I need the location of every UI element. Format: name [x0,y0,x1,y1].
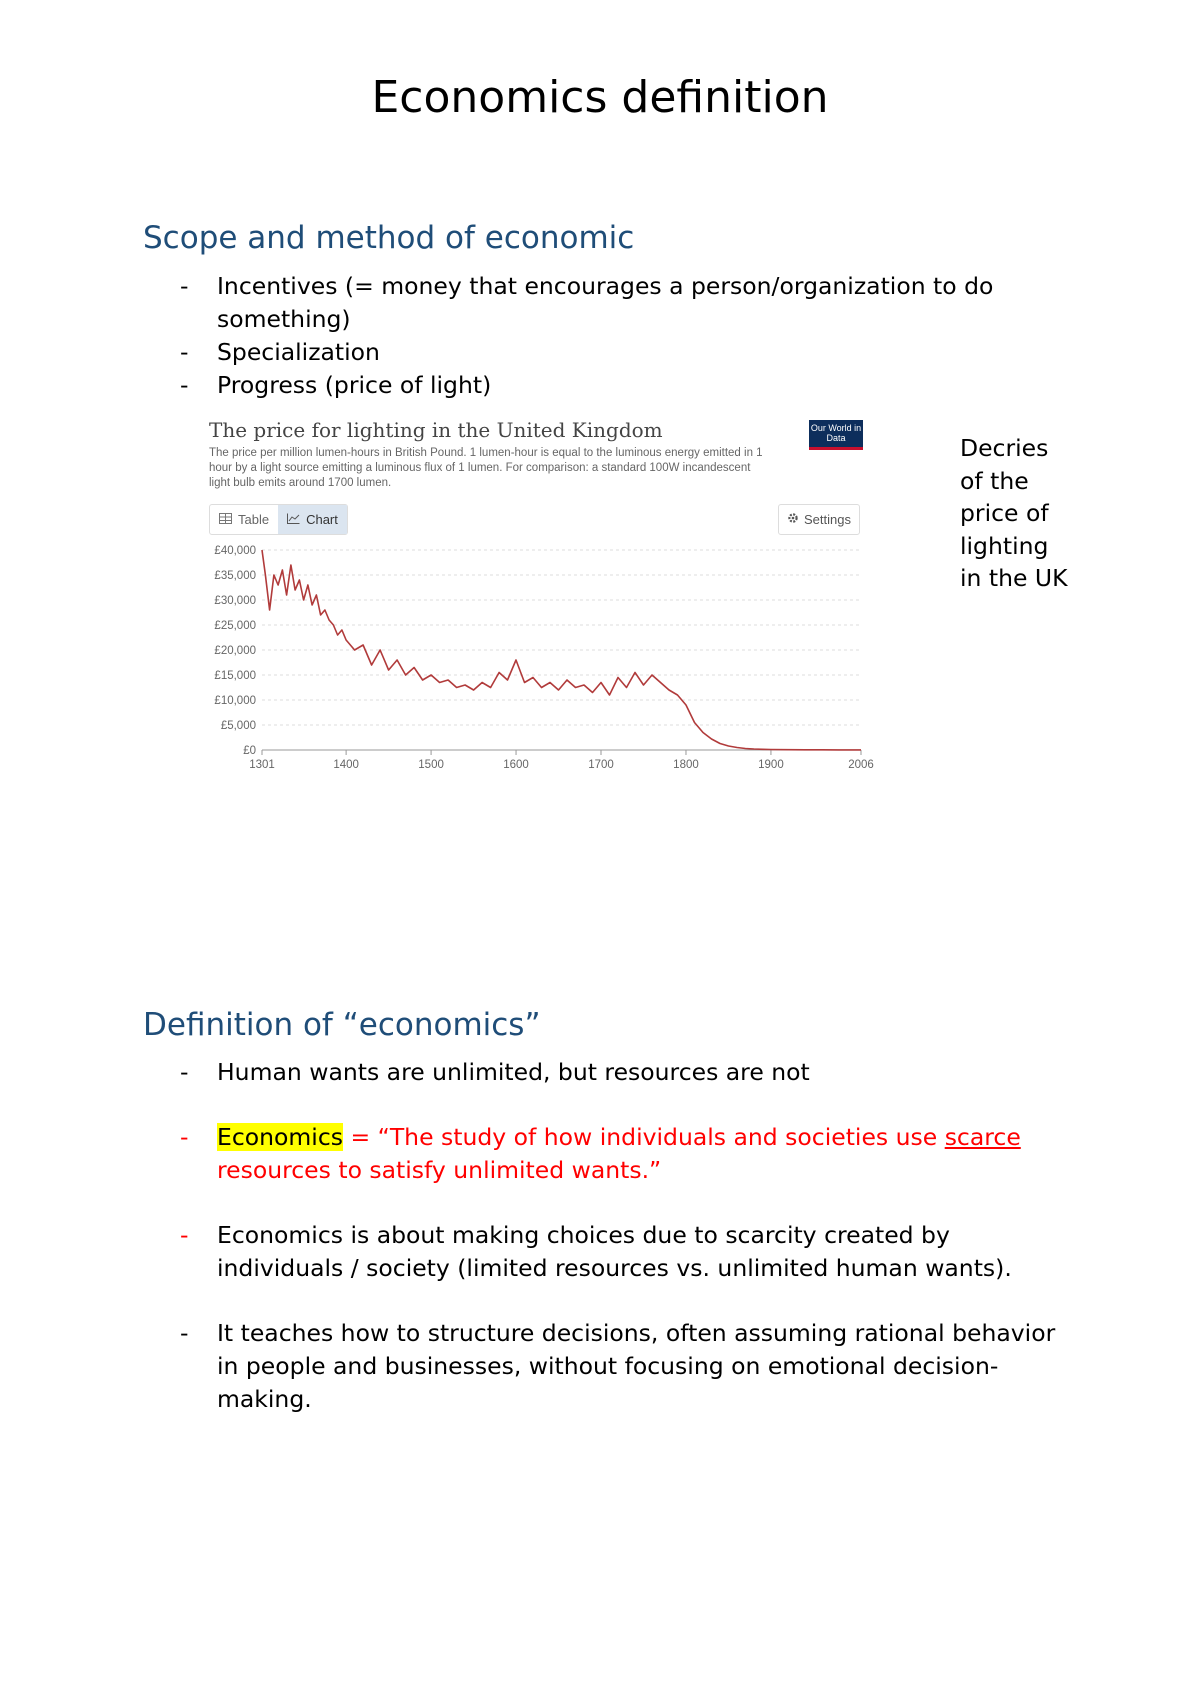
settings-label: Settings [804,512,851,527]
bullet-text: It teaches how to structure decisions, often assuming rational behavior in people and businesses, without focusing on emotional decision-making. [217,1319,1056,1413]
list-item [0,270,1077,336]
highlighted-term: Economics [217,1123,344,1151]
list-item [0,1056,1077,1089]
series-line [262,550,861,750]
bullet-dash: - [180,1123,189,1151]
y-tick-label: £40,000 [214,545,256,557]
bullet-dash: - [180,1319,189,1347]
y-tick-label: £0 [243,745,256,757]
chart-subtitle: The price per million lumen-hours in British Pound. 1 lumen-hour is equal to the luminous energy emitted in 1 hour by a light source emitting a luminous flux of 1 lumen. For comparison: a standard 100W incandescent light bulb emits around 1700 lumen. [209,447,763,489]
bullet-text: Human wants are unlimited, but resources are not [217,1058,810,1086]
equals-sign: = [343,1123,378,1151]
gear-icon [787,512,799,527]
list-item [0,1121,1077,1187]
line-chart-icon [287,512,300,527]
x-tick-label: 1800 [673,759,699,771]
y-tick-label: £35,000 [214,570,256,582]
chart-side-note: Decries of the price of lighting in the UK [960,434,1068,592]
settings-button[interactable] [778,504,860,535]
x-tick-label: 1600 [503,759,529,771]
x-tick-label: 1301 [249,759,275,771]
tab-chart[interactable] [278,505,347,534]
bullet-dash: - [180,371,189,399]
y-tick-label: £15,000 [214,670,256,682]
y-tick-label: £25,000 [214,620,256,632]
x-tick-label: 2006 [848,759,874,771]
bullet-text: Progress (price of light) [217,371,492,399]
underlined-word: scarce [944,1123,1021,1151]
definition-bullet-list [0,1056,1200,1416]
bullet-text: Specialization [217,338,380,366]
tab-table[interactable] [210,505,278,534]
x-tick-label: 1400 [333,759,359,771]
x-tick-label: 1900 [758,759,784,771]
y-tick-label: £10,000 [214,695,256,707]
chart-title: The price for lighting in the United Kingdom [209,418,663,442]
table-icon [219,512,232,527]
scope-bullet-list [0,270,1200,402]
x-tick-label: 1500 [418,759,444,771]
section-heading-definition: Definition of “economics” [143,1007,541,1043]
chart-plot-area [206,540,874,777]
owid-logo: Our World in Data [809,420,863,450]
chart-view-tabs [209,504,348,535]
bullet-dash: - [180,272,189,300]
bullet-text: Incentives (= money that encourages a person/organization to do something) [217,272,994,333]
list-item [0,1219,1077,1285]
bullet-dash: - [180,338,189,366]
y-tick-label: £30,000 [214,595,256,607]
definition-quote-end: resources to satisfy unlimited wants.” [217,1156,662,1184]
page-title: Economics definition [371,72,829,123]
list-item [0,336,1077,369]
bullet-text: Economics is about making choices due to scarcity created by individuals / society (limited resources vs. unlimited human wants). [217,1221,1012,1282]
y-tick-label: £5,000 [220,720,256,732]
x-tick-label: 1700 [588,759,614,771]
list-item [0,1317,1077,1416]
list-item [0,369,1077,402]
bullet-dash: - [180,1221,189,1249]
definition-quote-start: “The study of how individuals and societies use [377,1123,945,1151]
price-of-lighting-chart [206,412,874,777]
section-heading-scope: Scope and method of economic [143,220,635,256]
y-tick-label: £20,000 [214,645,256,657]
tab-chart-label: Chart [306,512,338,527]
tab-table-label: Table [238,512,270,527]
bullet-dash: - [180,1058,189,1086]
